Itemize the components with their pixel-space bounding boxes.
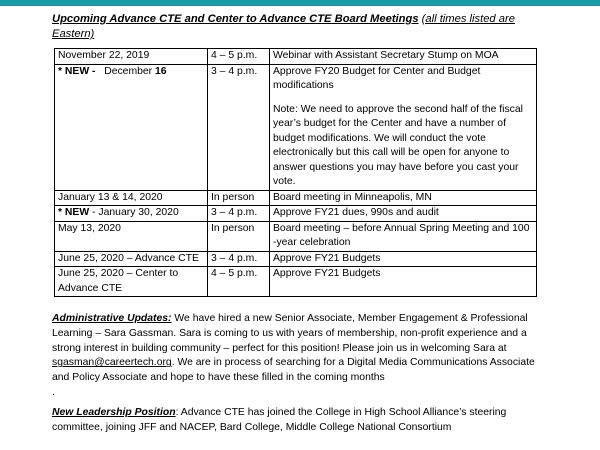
meeting-date bbox=[55, 206, 208, 222]
meeting-description: Approve FY21 Budgets bbox=[270, 267, 537, 297]
heading-note: (all times listed are Eastern) bbox=[52, 13, 515, 40]
section-heading bbox=[52, 12, 552, 42]
top-accent-bar bbox=[0, 0, 600, 6]
new-flag: * NEW bbox=[58, 207, 90, 218]
table-row bbox=[55, 190, 537, 206]
meeting-date-day: 16 bbox=[155, 65, 167, 77]
meeting-date: November 22, 2019 bbox=[55, 49, 208, 65]
new-flag: * NEW - bbox=[58, 65, 96, 77]
table-row bbox=[55, 49, 537, 65]
table-row bbox=[55, 267, 537, 297]
meeting-description: Webinar with Assistant Secretary Stump on MOA bbox=[270, 49, 537, 65]
meeting-date: June 25, 2020 – Advance CTE bbox=[55, 251, 208, 267]
meeting-date-text: December bbox=[104, 65, 156, 77]
meeting-time: 4 – 5 p.m. bbox=[208, 267, 270, 297]
meeting-date: May 13, 2020 bbox=[55, 221, 208, 251]
meeting-time: 4 – 5 p.m. bbox=[208, 49, 270, 65]
meeting-date bbox=[55, 64, 208, 190]
administrative-updates-lead: Administrative Updates: bbox=[52, 313, 172, 324]
administrative-updates-paragraph bbox=[52, 312, 552, 386]
email-link[interactable]: sgasman@careertech.org bbox=[52, 357, 172, 369]
new-leadership-lead: New Leadership Position bbox=[52, 406, 176, 418]
meeting-date: June 25, 2020 – Center to Advance CTE bbox=[55, 267, 208, 297]
meeting-description: Approve FY21 dues, 990s and audit bbox=[270, 206, 537, 222]
meeting-time: 3 – 4 p.m. bbox=[208, 64, 270, 190]
table-row bbox=[55, 221, 537, 251]
meeting-time: 3 – 4 p.m. bbox=[208, 251, 270, 267]
meeting-description: Approve FY21 Budgets bbox=[270, 251, 537, 267]
meeting-note: Note: We need to approve the second half of the fiscal year’s budget for the Center and have a number of budget modifications. We will conduct the vote electronically but this call will be open for anyone to answer questions you may have before you cast your vote. bbox=[273, 103, 523, 187]
table-row bbox=[55, 64, 537, 190]
meeting-description-text: Approve FY20 Budget for Center and Budget modifications bbox=[273, 65, 481, 91]
new-leadership-text: : Advance CTE has joined the College in High School Alliance’s steering committee, joining JFF and NACEP, Bard College, Middle College National Consortium bbox=[52, 406, 507, 433]
meeting-time: 3 – 4 p.m. bbox=[208, 206, 270, 222]
stray-period: . bbox=[52, 386, 55, 398]
meetings-table bbox=[54, 48, 537, 297]
new-leadership-paragraph bbox=[52, 406, 552, 436]
table-row bbox=[55, 206, 537, 222]
document-page bbox=[52, 12, 552, 436]
meeting-date-text: - January 30, 2020 bbox=[89, 207, 179, 218]
meeting-description: Board meeting in Minneapolis, MN bbox=[270, 190, 537, 206]
administrative-updates-text-end: . We are in process of searching for a Digital Media Communications Associate and Policy Associate and hope to have these filled in the coming months bbox=[52, 357, 535, 384]
meeting-time: In person bbox=[208, 190, 270, 206]
meeting-time: In person bbox=[208, 221, 270, 251]
meeting-description bbox=[270, 64, 537, 190]
table-row bbox=[55, 251, 537, 267]
meeting-description: Board meeting – before Annual Spring Meeting and 100 -year celebration bbox=[270, 221, 537, 251]
meeting-date: January 13 & 14, 2020 bbox=[55, 190, 208, 206]
heading-title: Upcoming Advance CTE and Center to Advance CTE Board Meetings bbox=[52, 13, 419, 25]
administrative-updates-text: We have hired a new Senior Associate, Member Engagement & Professional Learning – Sara Gassman. Sara is coming to us with years of membership, non-profit experience and a strong interest in building community – perfect for this position! Please join us in welcoming Sara at bbox=[52, 313, 528, 354]
